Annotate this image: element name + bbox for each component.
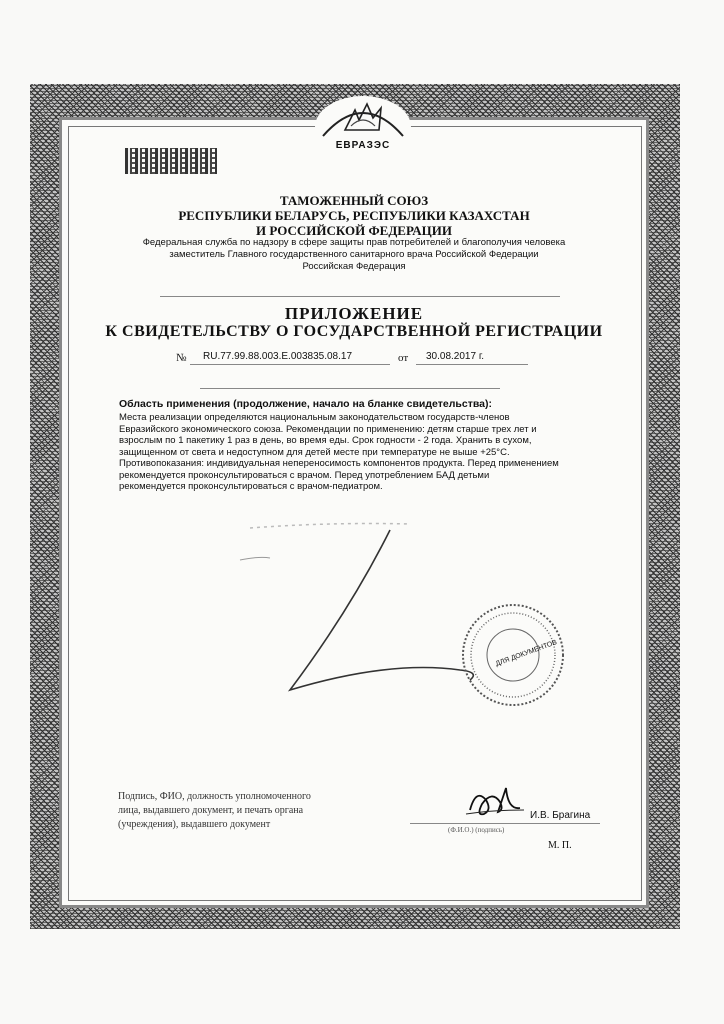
eurasec-emblem: [315, 96, 411, 158]
scope-text: [119, 412, 615, 493]
registration-date-label: от: [398, 352, 409, 364]
document-title: ПРИЛОЖЕНИЕ: [284, 304, 424, 323]
emblem-label: ЕВРАЗЭС: [335, 140, 391, 151]
issuer-line: [160, 296, 560, 297]
number-underline: [190, 364, 390, 365]
agency-name: Федеральная служба по надзору в сфере защиты прав потребителей и благополучия человека: [142, 237, 566, 248]
scope-line: Противопоказания: индивидуальная непереносимость компонентов продукта. Перед применением: [119, 458, 559, 469]
scope-line: Евразийского экономического союза. Рекомендации по применению: детям старше трех лет и: [119, 423, 537, 435]
registration-date: 30.08.2017 г.: [426, 351, 485, 362]
union-title-line-1: ТАМОЖЕННЫЙ СОЮЗ: [279, 193, 429, 208]
union-title-line-3: И РОССИЙСКОЙ ФЕДЕРАЦИИ: [256, 223, 452, 238]
union-title-line-2: РЕСПУБЛИКИ БЕЛАРУСЬ, РЕСПУБЛИКИ КАЗАХСТАН: [178, 208, 530, 223]
signer-caption: (Ф.И.О.) (подпись): [448, 826, 505, 834]
caption-line: Подпись, ФИО, должность уполномоченного: [118, 791, 311, 802]
scope-line: взрослым по 1 пакетику 1 раз в день, во время еды. Срок годности - 2 года. Хранить в сухом,: [119, 435, 532, 446]
scope-line: защищенном от света и недоступном для детей месте при температуре не выше +25°С.: [119, 446, 510, 458]
registration-number-label: №: [176, 352, 187, 364]
signature-caption: [118, 790, 408, 832]
date-underline: [416, 364, 528, 365]
registration-number: RU.77.99.88.003.E.003835.08.17: [203, 351, 353, 362]
scope-line: рекомендуется проконсультироваться с врачом-педиатром.: [119, 481, 383, 492]
scope-line: рекомендуется проконсультироваться с врачом. Перед употреблением БАД детьми: [119, 469, 490, 481]
seal-text: ДЛЯ ДОКУМЕНТОВ: [494, 639, 559, 668]
security-pattern: [125, 148, 217, 174]
scope-line: Места реализации определяются национальным законодательством государств-членов: [119, 412, 510, 423]
form-line: [200, 388, 500, 389]
seal-place-label: М. П.: [548, 840, 572, 851]
caption-line: (учреждения), выдавшего документ: [118, 819, 271, 830]
signer-name: И.В. Брагина: [530, 810, 591, 821]
deputy-title: заместитель Главного государственного санитарного врача Российской Федерации: [169, 249, 539, 260]
round-seal: [458, 600, 568, 710]
document-subtitle: К СВИДЕТЕЛЬСТВУ О ГОСУДАРСТВЕННОЙ РЕГИСТРАЦИИ: [105, 323, 603, 340]
signature-icon: [462, 780, 532, 826]
scope-title: Область применения (продолжение, начало на бланке свидетельства):: [119, 398, 492, 410]
eurasec-emblem-icon: [315, 96, 411, 142]
caption-line: лица, выдавшего документ, и печать органа: [118, 805, 304, 816]
country-name: Российская Федерация: [302, 261, 406, 272]
